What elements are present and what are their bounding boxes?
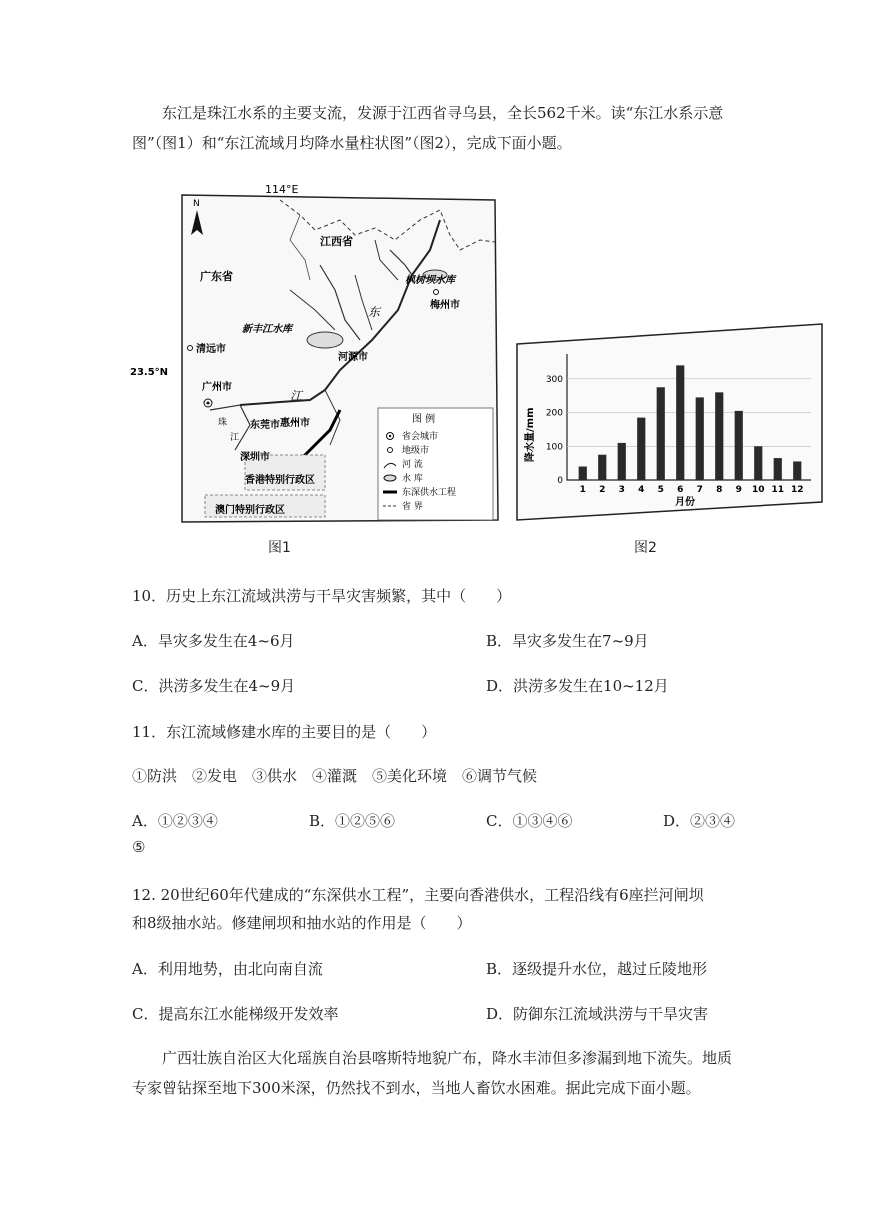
bar xyxy=(579,467,587,480)
q11-stem: 11．东江流域修建水库的主要目的是（ ） xyxy=(132,723,437,741)
y-tick-label: 300 xyxy=(545,374,563,385)
q10-option-d[interactable]: D．洪涝多发生在10~12月 xyxy=(486,677,669,695)
bar xyxy=(793,461,801,480)
label-river-zhu2: 江 xyxy=(230,433,240,443)
x-tick-label: 6 xyxy=(677,485,684,495)
bar xyxy=(676,365,684,480)
bar xyxy=(598,455,606,480)
x-axis-label: 月份 xyxy=(675,497,695,508)
q12-option-d[interactable]: D．防御东江流域洪涝与干旱灾害 xyxy=(486,1005,709,1023)
figure-2-caption: 图2 xyxy=(634,540,657,556)
bar xyxy=(618,443,626,480)
x-tick-label: 11 xyxy=(771,485,785,495)
x-tick-label: 5 xyxy=(657,485,664,495)
q11-option-a[interactable]: A．①②③④ xyxy=(132,812,218,830)
figure-1-caption: 图1 xyxy=(268,540,291,556)
legend-title: 图 例 xyxy=(412,414,436,425)
x-tick-label: 2 xyxy=(599,485,606,495)
label-hk: 香港特别行政区 xyxy=(245,475,315,486)
x-tick-label: 4 xyxy=(638,485,645,495)
bar xyxy=(637,418,645,480)
x-tick-label: 8 xyxy=(716,485,723,495)
label-meizhou: 梅州市 xyxy=(430,300,460,311)
q11-option-d-wrap: ⑤ xyxy=(132,838,146,856)
q11-option-b[interactable]: B．①②⑤⑥ xyxy=(309,812,396,830)
x-tick-label: 7 xyxy=(696,485,703,495)
figure-2-chart xyxy=(515,322,825,522)
north-label: N xyxy=(193,199,200,209)
label-shenzhen: 深圳市 xyxy=(240,452,270,463)
legend-item-city: 地级市 xyxy=(402,446,430,456)
x-tick-label: 12 xyxy=(790,485,804,495)
q11-option-d[interactable]: D．②③④ xyxy=(663,812,736,830)
label-macau: 澳门特别行政区 xyxy=(215,505,285,516)
legend-item-border: 省 界 xyxy=(402,502,423,512)
legend-item-river: 河 流 xyxy=(402,460,423,470)
bar xyxy=(735,411,743,480)
legend-item-reservoir: 水 库 xyxy=(402,474,423,484)
y-axis-label: 降水量/mm xyxy=(525,407,536,462)
intro-paragraph: 东江是珠江水系的主要支流，发源于江西省寻乌县，全长562千米。读“东江水系示意图”（图1）和“东江流域月均降水量柱状图”（图2），完成下面小题。 xyxy=(132,104,724,152)
bar xyxy=(657,387,665,480)
label-qingyuan: 清远市 xyxy=(196,344,226,355)
q12-option-a[interactable]: A．利用地势，由北向南自流 xyxy=(132,960,323,978)
legend-item-capital: 省会城市 xyxy=(402,432,439,442)
q10-option-a[interactable]: A．旱灾多发生在4~6月 xyxy=(132,632,295,650)
map-legend xyxy=(378,408,493,520)
label-jiangxi: 江西省 xyxy=(320,235,353,248)
intro2-paragraph: 广西壮族自治区大化瑶族自治县喀斯特地貌广布，降水丰沛但多渗漏到地下流失。地质专家曾钻探至地下300米深，仍然找不到水，当地人畜饮水困难。据此完成下面小题。 xyxy=(132,1049,733,1097)
latitude-label: 23.5°N xyxy=(130,367,169,378)
bar xyxy=(774,458,782,480)
q12-stem-line1: 12. 20世纪60年代建成的“东深供水工程”，主要向香港供水，工程沿线有6座拦河闸坝 xyxy=(132,886,704,904)
q11-items: ①防洪 ②发电 ③供水 ④灌溉 ⑤美化环境 ⑥调节气候 xyxy=(132,767,538,785)
x-tick-label: 10 xyxy=(751,485,765,495)
q10-stem: 10．历史上东江流域洪涝与干旱灾害频繁，其中（ ） xyxy=(132,587,512,605)
x-tick-label: 3 xyxy=(618,485,625,495)
bar xyxy=(715,392,723,480)
q12-option-c[interactable]: C．提高东江水能梯级开发效率 xyxy=(132,1005,339,1023)
label-fengshuba: 枫树坝水库 xyxy=(405,275,455,286)
bar xyxy=(754,446,762,480)
y-tick-label: 100 xyxy=(545,442,563,453)
q12-stem-line2: 和8级抽水站。修建闸坝和抽水站的作用是（ ） xyxy=(132,914,472,932)
label-guangdong: 广东省 xyxy=(200,270,233,283)
label-river-dong: 东 xyxy=(368,305,381,319)
label-xinfengjiang: 新丰江水库 xyxy=(242,324,292,335)
q11-option-c[interactable]: C．①③④⑥ xyxy=(486,812,573,830)
label-dongguan: 东莞市 xyxy=(250,420,280,431)
y-tick-label: 200 xyxy=(545,408,563,419)
label-river-zhu1: 珠 xyxy=(218,418,228,428)
figure-1-map xyxy=(130,180,500,525)
y-tick-label: 0 xyxy=(557,476,563,486)
longitude-label: 114°E xyxy=(265,183,299,196)
label-heyuan: 河源市 xyxy=(338,352,368,363)
label-guangzhou: 广州市 xyxy=(202,382,232,393)
x-tick-label: 9 xyxy=(735,485,742,495)
x-tick-label: 1 xyxy=(579,485,586,495)
q12-option-b[interactable]: B．逐级提升水位，越过丘陵地形 xyxy=(486,960,708,978)
bar xyxy=(696,397,704,480)
q10-option-c[interactable]: C．洪涝多发生在4~9月 xyxy=(132,677,296,695)
label-huizhou: 惠州市 xyxy=(280,418,310,429)
legend-item-project: 东深供水工程 xyxy=(402,488,457,498)
q10-option-b[interactable]: B．旱灾多发生在7~9月 xyxy=(486,632,649,650)
label-river-jiang: 江 xyxy=(290,389,303,403)
